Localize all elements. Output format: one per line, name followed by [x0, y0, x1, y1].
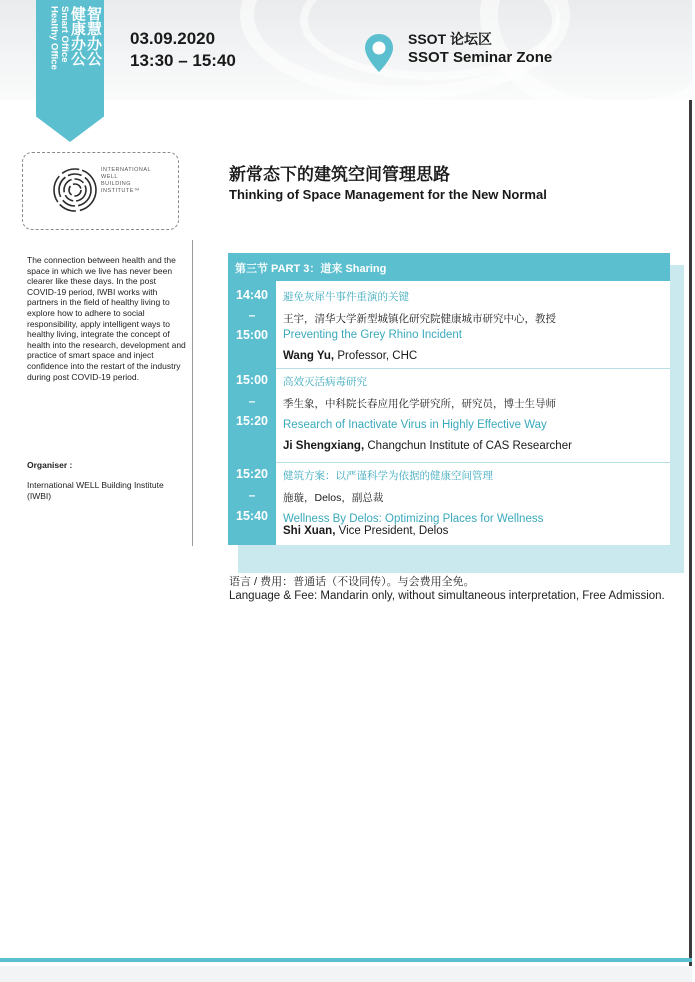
row-2-topic-en: Research of Inactivate Virus in Highly Effective Way [283, 419, 547, 431]
footer-accent-line [0, 958, 692, 962]
organiser-label: Organiser : [27, 460, 73, 470]
row-3-dash: – [248, 488, 256, 502]
row-1-dash: – [248, 308, 256, 322]
row-3-speaker-cn: 施璇，Delos，副总裁 [283, 492, 384, 504]
row-3-speaker-en: Shi Xuan, Vice President, Delos [283, 525, 449, 537]
ribbon-en-line-1: Smart Office [59, 6, 70, 63]
language-fee-cn: 语言 / 费用：普通话（不设同传）。与会费用全免。 [229, 576, 475, 588]
organiser-name: International WELL Building Institute (IWBI) [27, 480, 164, 501]
row-2-end-time: 15:20 [236, 414, 268, 428]
row-1-topic-cn: 避免灰犀牛事件重演的关键 [283, 291, 409, 303]
row-1-speaker-cn: 王宇，清华大学新型城镇化研究院健康城市研究中心，教授 [283, 313, 556, 325]
event-time: 13:30 – 15:40 [130, 51, 236, 70]
footer-strip [0, 966, 692, 982]
organiser-logo-box [22, 152, 179, 230]
row-2-speaker-en: Ji Shengxiang, Changchun Institute of CAS Researcher [283, 440, 572, 452]
iwbi-logo-icon [51, 166, 99, 214]
row-1-speaker-en: Wang Yu, Professor, CHC [283, 350, 418, 362]
session-description: The connection between health and the space in which we live has never been clearer like these days. In the post COVID-19 period, IWBI works with partners in the field of healthy living to explore how to adhere to social responsibility, apply intelligent ways to healthy living, integrate the concept of health into the research, development and practice of smart space and inject confidence into the restart of the industry during post COVID-19 period. [27, 255, 186, 382]
row-1-start-time: 14:40 [236, 288, 268, 302]
row-2-start-time: 15:00 [236, 373, 268, 387]
ribbon-text [39, 6, 101, 106]
section-header: 第三节 PART 3：道来 Sharing [228, 253, 670, 281]
event-date: 03.09.2020 [130, 29, 216, 48]
venue-en: SSOT Seminar Zone [408, 49, 553, 66]
ribbon-cn-line-1: 智慧办公 [85, 6, 102, 66]
row-3-start-time: 15:20 [236, 467, 268, 481]
row-1-topic-en: Preventing the Grey Rhino Incident [283, 329, 462, 341]
language-fee-en: Language & Fee: Mandarin only, without simultaneous interpretation, Free Admission. [229, 590, 665, 602]
row-2-dash: – [248, 394, 256, 408]
location-pin-icon [364, 33, 394, 73]
row-3-end-time: 15:40 [236, 509, 268, 523]
session-title-en: Thinking of Space Management for the New Normal [229, 187, 547, 202]
ribbon-cn-line-2: 健康办公 [69, 6, 86, 66]
venue-cn: SSOT 论坛区 [408, 31, 493, 47]
row-3-topic-en: Wellness By Delos: Optimizing Places for Wellness [283, 513, 544, 525]
row-separator [276, 462, 670, 463]
session-title-cn: 新常态下的建筑空间管理思路 [229, 165, 450, 184]
sidebar-divider [192, 240, 193, 546]
iwbi-logo-text: INTERNATIONAL WELL BUILDING INSTITUTE™ [101, 167, 152, 194]
row-separator [276, 368, 670, 369]
row-2-speaker-cn: 季生象，中科院长春应用化学研究所，研究员，博士生导师 [283, 398, 556, 410]
row-3-topic-cn: 健筑方案：以严谨科学为依据的健康空间管理 [283, 470, 493, 482]
row-1-end-time: 15:00 [236, 328, 268, 342]
row-2-topic-cn: 高效灭活病毒研究 [283, 376, 367, 388]
ribbon-en-line-2: Healthy Office [48, 6, 60, 70]
